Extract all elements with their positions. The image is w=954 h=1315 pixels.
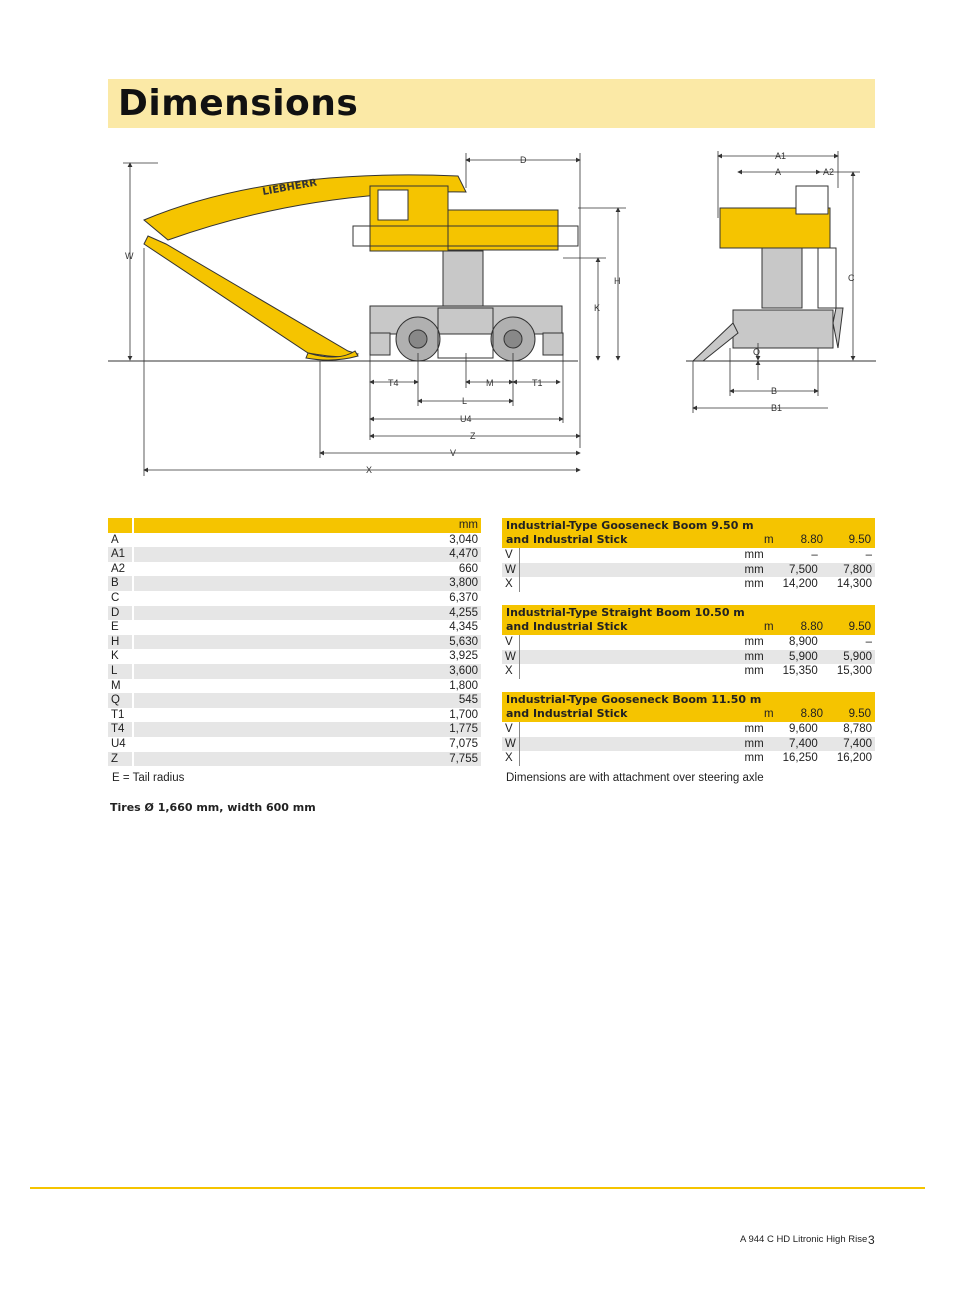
label-t4: T4	[388, 378, 399, 388]
label-b1: B1	[771, 403, 783, 413]
row-value: 545	[133, 693, 481, 708]
label-u4: U4	[460, 414, 472, 424]
footer-divider	[30, 1187, 925, 1189]
label-m: M	[486, 378, 494, 388]
boom-title-line1: Industrial-Type Gooseneck Boom 11.50 m	[506, 693, 762, 706]
row-value: 5,630	[133, 635, 481, 650]
row-unit: mm	[519, 635, 766, 650]
row-value: 1,775	[133, 722, 481, 737]
row-unit: mm	[519, 722, 766, 737]
row-value: 7,755	[133, 752, 481, 767]
row-unit: mm	[519, 737, 766, 752]
boom-unit: m	[764, 621, 774, 633]
row-unit: mm	[519, 563, 766, 578]
label-k: K	[594, 303, 601, 313]
row-value: 3,800	[133, 576, 481, 591]
boom-note: Dimensions are with attachment over steering axle	[506, 772, 764, 784]
row-unit: mm	[519, 650, 766, 665]
row-value: 1,700	[133, 708, 481, 723]
row-value-1: 7,500	[767, 563, 821, 578]
table-row	[502, 664, 875, 679]
row-unit: mm	[519, 664, 766, 679]
label-h: H	[614, 276, 621, 286]
table-row	[108, 708, 481, 723]
row-key: H	[108, 635, 133, 650]
table-row	[502, 563, 875, 578]
row-key: A1	[108, 547, 133, 562]
boom-header	[502, 605, 875, 635]
row-key: T1	[108, 708, 133, 723]
row-key: A2	[108, 562, 133, 577]
boom-unit: m	[764, 708, 774, 720]
row-key: M	[108, 679, 133, 694]
row-value-1: –	[767, 548, 821, 563]
row-key: Z	[108, 752, 133, 767]
boom-col1-header: 8.80	[800, 621, 823, 633]
boom-header	[502, 518, 875, 548]
row-key: W	[502, 650, 519, 665]
label-a1: A1	[775, 151, 787, 161]
table-row	[108, 533, 481, 548]
row-key: E	[108, 620, 133, 635]
table-header-row	[108, 518, 481, 533]
table-row	[108, 737, 481, 752]
row-value: 3,040	[133, 533, 481, 548]
row-value: 7,075	[133, 737, 481, 752]
row-value: 3,600	[133, 664, 481, 679]
row-key: V	[502, 635, 519, 650]
boom-table-3	[502, 692, 875, 766]
table-row	[108, 722, 481, 737]
row-value-1: 9,600	[767, 722, 821, 737]
unit-header: mm	[133, 518, 481, 533]
row-key: T4	[108, 722, 133, 737]
tires-note: Tires Ø 1,660 mm, width 600 mm	[110, 801, 316, 814]
row-key: C	[108, 591, 133, 606]
row-key: D	[108, 606, 133, 621]
row-key: W	[502, 563, 519, 578]
row-value-2: 8,780	[821, 722, 875, 737]
boom-col2-header: 9.50	[848, 708, 871, 720]
table-row	[502, 548, 875, 563]
table-row	[108, 606, 481, 621]
table-row	[108, 562, 481, 577]
table-row	[502, 577, 875, 592]
boom-table-2	[502, 605, 875, 679]
row-key: W	[502, 737, 519, 752]
boom-unit: m	[764, 534, 774, 546]
brand-text: LIEBHERR	[261, 177, 318, 198]
label-z: Z	[470, 431, 476, 441]
tail-radius-note: E = Tail radius	[112, 772, 185, 784]
table-row	[108, 679, 481, 694]
row-key: Q	[108, 693, 133, 708]
row-value-2: 15,300	[821, 664, 875, 679]
row-value: 1,800	[133, 679, 481, 694]
table-row	[502, 650, 875, 665]
page-title: Dimensions	[118, 83, 359, 124]
row-key: U4	[108, 737, 133, 752]
label-c: C	[848, 273, 855, 283]
table-row	[108, 693, 481, 708]
row-key: K	[108, 649, 133, 664]
row-value-2: 14,300	[821, 577, 875, 592]
row-value: 660	[133, 562, 481, 577]
dimensions-table	[108, 518, 481, 766]
row-value-2: 7,400	[821, 737, 875, 752]
boom-title-line2: and Industrial Stick	[506, 533, 628, 546]
boom-table-1	[502, 518, 875, 592]
table-row	[108, 635, 481, 650]
footer-text: A 944 C HD Litronic High Rise	[740, 1234, 868, 1245]
row-value-1: 8,900	[767, 635, 821, 650]
table-row	[108, 591, 481, 606]
row-value-1: 14,200	[767, 577, 821, 592]
label-w: W	[125, 251, 134, 261]
row-value-1: 5,900	[767, 650, 821, 665]
boom-title-line2: and Industrial Stick	[506, 620, 628, 633]
boom-header	[502, 692, 875, 722]
boom-title-line1: Industrial-Type Gooseneck Boom 9.50 m	[506, 519, 754, 532]
table-row	[108, 620, 481, 635]
row-key: A	[108, 533, 133, 548]
row-key: V	[502, 722, 519, 737]
boom-col2-header: 9.50	[848, 621, 871, 633]
dimension-drawing	[108, 148, 878, 483]
label-q: Q	[753, 347, 761, 357]
table-row	[108, 576, 481, 591]
row-value-2: 16,200	[821, 751, 875, 766]
label-v: V	[450, 448, 457, 458]
table-row	[502, 737, 875, 752]
row-key: X	[502, 577, 519, 592]
row-key: L	[108, 664, 133, 679]
side-view-machine	[144, 175, 578, 361]
table-row	[108, 649, 481, 664]
page-number: 3	[868, 1233, 875, 1247]
row-value-2: 5,900	[821, 650, 875, 665]
label-a: A	[775, 167, 782, 177]
row-key: X	[502, 751, 519, 766]
row-value-1: 7,400	[767, 737, 821, 752]
row-value-1: 16,250	[767, 751, 821, 766]
table-row	[108, 664, 481, 679]
front-view-machine	[693, 186, 843, 361]
label-l: L	[462, 396, 468, 406]
label-b: B	[771, 386, 778, 396]
table-row	[108, 547, 481, 562]
row-unit: mm	[519, 548, 766, 563]
row-value-1: 15,350	[767, 664, 821, 679]
row-value-2: –	[821, 635, 875, 650]
title-bar	[108, 79, 875, 128]
row-value: 4,345	[133, 620, 481, 635]
row-value-2: –	[821, 548, 875, 563]
table-row	[502, 722, 875, 737]
table-row	[502, 635, 875, 650]
row-value: 4,255	[133, 606, 481, 621]
row-value: 4,470	[133, 547, 481, 562]
boom-col1-header: 8.80	[800, 534, 823, 546]
label-x: X	[366, 465, 373, 475]
row-unit: mm	[519, 577, 766, 592]
row-unit: mm	[519, 751, 766, 766]
table-row	[108, 752, 481, 767]
table-row	[502, 751, 875, 766]
label-d: D	[520, 155, 527, 165]
label-t1: T1	[532, 378, 543, 388]
boom-title-line2: and Industrial Stick	[506, 707, 628, 720]
row-value: 3,925	[133, 649, 481, 664]
row-key: X	[502, 664, 519, 679]
boom-col1-header: 8.80	[800, 708, 823, 720]
boom-col2-header: 9.50	[848, 534, 871, 546]
row-key: B	[108, 576, 133, 591]
label-a2: A2	[823, 167, 835, 177]
boom-title-line1: Industrial-Type Straight Boom 10.50 m	[506, 606, 745, 619]
row-value-2: 7,800	[821, 563, 875, 578]
row-value: 6,370	[133, 591, 481, 606]
row-key: V	[502, 548, 519, 563]
